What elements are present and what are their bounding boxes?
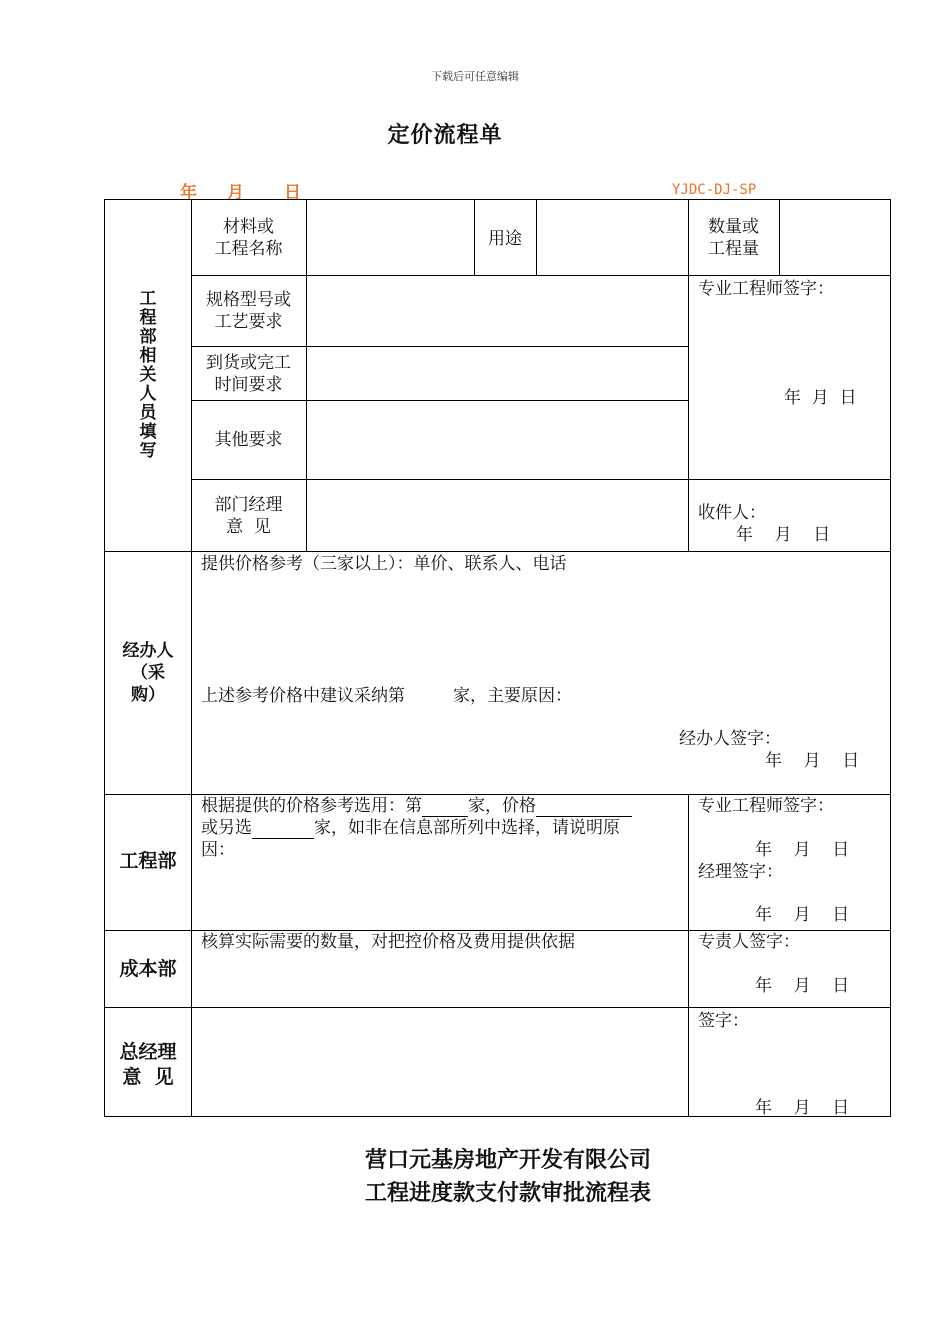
- form-code: YJDC-DJ-SP: [672, 182, 757, 198]
- engineering-fill-label: 工 程 部 相 关 人 员 填 写: [139, 289, 157, 461]
- col-divider: [306, 200, 307, 551]
- date-month: 月: [227, 183, 244, 203]
- engineer-sign-date: 年 月 日: [784, 388, 857, 408]
- quantity-label: 数量或 工程量: [708, 217, 759, 259]
- suggestion-text: 上述参考价格中建议采纳第 家，主要原因：: [201, 686, 572, 706]
- cost-dept-label: 成本部: [119, 958, 177, 980]
- page-title: 定价流程单: [387, 122, 503, 148]
- col-divider: [779, 200, 780, 275]
- row-divider: [191, 346, 688, 347]
- engineering-dept-text: 根据提供的价格参考选用：第 家，价格 或另选 家，如非在信息部所列中选择，请说明原 因：: [201, 795, 683, 861]
- gm-sign-date: 年 月 日: [755, 1098, 850, 1118]
- col-divider: [536, 200, 537, 275]
- cost-sign-label: 专责人签字：: [698, 932, 800, 952]
- document-subtitle: 工程进度款支付款审批流程表: [364, 1180, 651, 1206]
- handler-label: 经办人 （采 购）: [122, 641, 174, 705]
- manager-sign-date: 年 月 日: [755, 905, 850, 925]
- receiver-date: 年 月 日: [736, 525, 831, 545]
- usage-label: 用途: [488, 229, 522, 249]
- arrival-label: 到货或完工 时间要求: [206, 353, 291, 395]
- date-day: 日: [284, 183, 301, 203]
- cost-sign-date: 年 月 日: [755, 976, 850, 996]
- row-divider: [191, 479, 890, 480]
- cost-dept-text: 核算实际需要的数量，对把控价格及费用提供依据: [201, 932, 575, 952]
- header-note: 下载后可任意编辑: [431, 70, 519, 83]
- row-divider: [191, 400, 688, 401]
- material-name-label: 材料或 工程名称: [214, 217, 283, 259]
- row-divider: [105, 551, 890, 552]
- gm-label: 总经理 意 见: [119, 1041, 177, 1088]
- company-name: 营口元基房地产开发有限公司: [364, 1147, 651, 1173]
- price-reference-text: 提供价格参考（三家以上）：单价、联系人、电话: [201, 554, 567, 574]
- dept-manager-label: 部门经理 意 见: [214, 495, 283, 537]
- receiver-label: 收件人：: [698, 503, 766, 523]
- col-divider: [191, 200, 192, 1116]
- engineer-sign-label: 专业工程师签字：: [698, 279, 834, 299]
- handler-sign-label: 经办人签字：: [679, 729, 781, 749]
- dept-engineer-sign-date: 年 月 日: [755, 840, 850, 860]
- row-divider: [105, 1007, 890, 1008]
- dept-engineer-sign-label: 专业工程师签字：: [698, 796, 834, 816]
- manager-sign-label: 经理签字：: [698, 862, 783, 882]
- other-label: 其他要求: [214, 430, 283, 450]
- col-divider: [688, 794, 689, 1116]
- row-divider: [191, 275, 890, 276]
- gm-sign-label: 签字：: [698, 1011, 749, 1031]
- form-table: [104, 199, 891, 1117]
- date-year: 年: [180, 183, 197, 203]
- engineering-dept-label: 工程部: [119, 850, 177, 872]
- handler-sign-date: 年 月 日: [765, 751, 860, 771]
- spec-label: 规格型号或 工艺要求: [206, 290, 291, 332]
